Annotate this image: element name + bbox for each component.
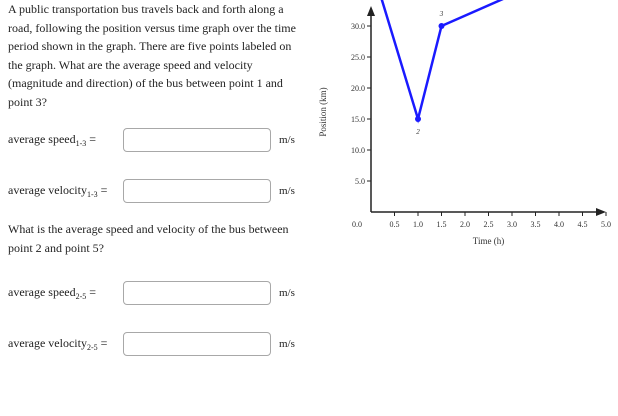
x-tick-label: 4.0 — [554, 220, 564, 229]
velocity-1-3-input[interactable] — [123, 179, 271, 203]
velocity-2-5-label-text: average velocity — [8, 336, 87, 350]
point-label-3: 3 — [439, 10, 444, 18]
speed-1-3-label-text: average speed — [8, 132, 76, 146]
x-tick-label: 2.0 — [460, 220, 470, 229]
velocity-2-5-unit: m/s — [279, 338, 295, 350]
series-line — [371, 0, 606, 119]
speed-1-3-label — [8, 132, 123, 148]
answer-row-speed-2-5 — [8, 279, 295, 307]
speed-2-5-subscript: 2-5 — [75, 292, 87, 301]
velocity-2-5-subscript: 2-5 — [86, 343, 98, 352]
speed-2-5-unit: m/s — [279, 287, 295, 299]
axis-ticks — [351, 0, 611, 229]
speed-2-5-label-text: average speed — [8, 285, 76, 299]
speed-1-3-subscript: 1-3 — [75, 139, 87, 148]
y-tick-label: 10.0 — [351, 146, 365, 155]
velocity-1-3-subscript: 1-3 — [86, 190, 98, 199]
speed-1-3-unit: m/s — [279, 134, 295, 146]
velocity-1-3-equals: = — [100, 183, 108, 197]
y-axis-label: Position (km) — [318, 87, 328, 137]
x-tick-label: 2.5 — [483, 220, 494, 229]
x-tick-label: 3.5 — [530, 220, 541, 229]
x-axis-label: Time (h) — [472, 236, 505, 246]
answer-row-velocity-1-3 — [8, 177, 295, 205]
x-tick-label: 0.0 — [352, 220, 362, 229]
answer-row-speed-1-3 — [8, 126, 295, 154]
y-tick-label: 30.0 — [351, 22, 365, 31]
question-1-text: A public transportation bus travels back and forth along a road, following the position versus time graph over the time period shown in the graph. There are five points labeled on the graph. What are the average speed and velocity (magnitude and direction) of the bus between point 1 and point 3? — [8, 2, 296, 109]
velocity-2-5-label — [8, 336, 123, 352]
answer-row-velocity-2-5 — [8, 330, 295, 358]
data-point-2 — [415, 116, 421, 122]
velocity-1-3-label — [8, 183, 123, 199]
x-tick-label: 4.5 — [577, 220, 588, 229]
x-tick-label: 5.0 — [601, 220, 611, 229]
data-series — [368, 0, 609, 122]
y-tick-label: 15.0 — [351, 115, 365, 124]
x-tick-label: 0.5 — [389, 220, 400, 229]
speed-1-3-equals: = — [89, 132, 97, 146]
point-labels — [379, 0, 607, 136]
y-tick-label: 5.0 — [355, 177, 365, 186]
x-tick-label: 1.5 — [436, 220, 447, 229]
y-tick-label: 25.0 — [351, 53, 365, 62]
axes — [367, 6, 606, 216]
velocity-1-3-unit: m/s — [279, 185, 295, 197]
y-axis-arrowhead — [367, 6, 375, 16]
x-tick-label: 3.0 — [507, 220, 517, 229]
y-tick-label: 20.0 — [351, 84, 365, 93]
x-tick-label: 1.0 — [413, 220, 423, 229]
velocity-2-5-equals: = — [100, 336, 108, 350]
speed-2-5-input[interactable] — [123, 281, 271, 305]
data-point-3 — [439, 23, 445, 29]
velocity-1-3-label-text: average velocity — [8, 183, 87, 197]
position-time-graph — [312, 0, 618, 260]
speed-2-5-label — [8, 285, 123, 301]
velocity-2-5-input[interactable] — [123, 332, 271, 356]
question-2-text: What is the average speed and velocity of the bus between point 2 and point 5? — [8, 222, 289, 255]
x-axis-arrowhead — [596, 208, 606, 216]
point-label-2: 2 — [416, 128, 420, 136]
speed-2-5-equals: = — [89, 285, 97, 299]
speed-1-3-input[interactable] — [123, 128, 271, 152]
